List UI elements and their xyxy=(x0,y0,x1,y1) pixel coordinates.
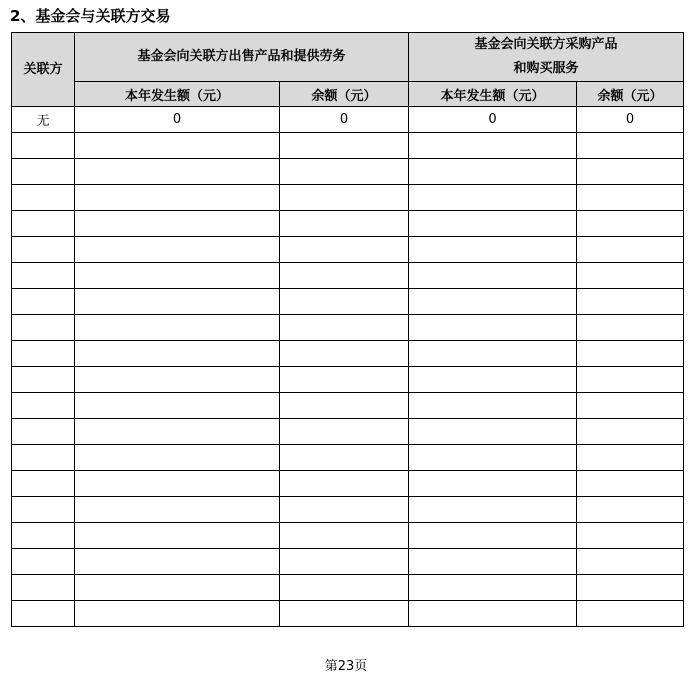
cell-related-party xyxy=(12,575,75,601)
header-row-sub xyxy=(12,82,684,107)
cell-purchase-amount xyxy=(409,367,577,393)
header-purchase-amount: 本年发生额（元） xyxy=(409,82,577,107)
cell-sales-amount xyxy=(75,549,280,575)
cell-purchase-balance: 0 xyxy=(577,107,684,133)
cell-sales-balance xyxy=(280,445,409,471)
cell-sales-balance xyxy=(280,601,409,627)
cell-sales-amount xyxy=(75,211,280,237)
cell-sales-amount xyxy=(75,341,280,367)
cell-purchase-balance xyxy=(577,133,684,159)
cell-purchase-amount xyxy=(409,237,577,263)
cell-purchase-amount xyxy=(409,315,577,341)
cell-purchase-balance xyxy=(577,393,684,419)
cell-purchase-amount xyxy=(409,133,577,159)
table-row xyxy=(12,237,684,263)
table-row xyxy=(12,445,684,471)
cell-sales-balance xyxy=(280,471,409,497)
cell-sales-balance xyxy=(280,341,409,367)
page-number: 第23页 xyxy=(324,659,368,674)
cell-purchase-amount xyxy=(409,601,577,627)
cell-purchase-amount xyxy=(409,341,577,367)
cell-related-party xyxy=(12,497,75,523)
cell-purchase-balance xyxy=(577,419,684,445)
table-row xyxy=(12,523,684,549)
cell-related-party xyxy=(12,523,75,549)
cell-sales-balance xyxy=(280,497,409,523)
cell-sales-balance xyxy=(280,549,409,575)
table-row xyxy=(12,263,684,289)
header-group-purchase-line1: 基金会向关联方采购产品 xyxy=(474,37,618,52)
cell-purchase-amount xyxy=(409,263,577,289)
cell-purchase-amount xyxy=(409,497,577,523)
cell-purchase-amount xyxy=(409,185,577,211)
cell-purchase-amount xyxy=(409,549,577,575)
cell-purchase-amount: 0 xyxy=(409,107,577,133)
cell-related-party xyxy=(12,159,75,185)
table-row xyxy=(12,315,684,341)
cell-purchase-amount xyxy=(409,211,577,237)
cell-related-party xyxy=(12,263,75,289)
cell-purchase-balance xyxy=(577,315,684,341)
cell-purchase-balance xyxy=(577,471,684,497)
cell-sales-amount xyxy=(75,497,280,523)
cell-sales-amount xyxy=(75,315,280,341)
section-title: 2、基金会与关联方交易 xyxy=(10,7,171,25)
cell-purchase-amount xyxy=(409,445,577,471)
cell-sales-amount xyxy=(75,419,280,445)
cell-sales-amount xyxy=(75,185,280,211)
table-row xyxy=(12,601,684,627)
cell-sales-balance xyxy=(280,289,409,315)
cell-purchase-balance xyxy=(577,367,684,393)
cell-sales-amount xyxy=(75,601,280,627)
table-row xyxy=(12,159,684,185)
table-row xyxy=(12,341,684,367)
header-group-purchase-line2: 和购买服务 xyxy=(513,61,579,76)
cell-related-party xyxy=(12,341,75,367)
cell-related-party: 无 xyxy=(12,107,75,133)
table-row xyxy=(12,289,684,315)
cell-sales-amount xyxy=(75,471,280,497)
cell-related-party xyxy=(12,393,75,419)
cell-sales-amount xyxy=(75,393,280,419)
cell-purchase-balance xyxy=(577,445,684,471)
cell-sales-balance xyxy=(280,133,409,159)
cell-sales-amount xyxy=(75,133,280,159)
cell-purchase-balance xyxy=(577,159,684,185)
cell-purchase-balance xyxy=(577,185,684,211)
cell-sales-amount xyxy=(75,289,280,315)
table-row xyxy=(12,575,684,601)
table-row xyxy=(12,133,684,159)
cell-sales-balance xyxy=(280,211,409,237)
cell-purchase-amount xyxy=(409,393,577,419)
cell-related-party xyxy=(12,419,75,445)
cell-related-party xyxy=(12,289,75,315)
cell-purchase-amount xyxy=(409,471,577,497)
cell-sales-balance xyxy=(280,315,409,341)
cell-related-party xyxy=(12,185,75,211)
table-row xyxy=(12,107,684,133)
cell-related-party xyxy=(12,133,75,159)
header-row-top xyxy=(12,33,684,82)
cell-purchase-amount xyxy=(409,159,577,185)
table-row xyxy=(12,471,684,497)
header-group-purchase xyxy=(409,33,684,82)
cell-purchase-balance xyxy=(577,211,684,237)
cell-sales-balance xyxy=(280,367,409,393)
cell-related-party xyxy=(12,471,75,497)
cell-purchase-amount xyxy=(409,289,577,315)
cell-related-party xyxy=(12,211,75,237)
cell-related-party xyxy=(12,601,75,627)
table-row xyxy=(12,211,684,237)
cell-sales-balance xyxy=(280,419,409,445)
cell-purchase-balance xyxy=(577,575,684,601)
header-purchase-balance: 余额（元） xyxy=(577,82,684,107)
table-row xyxy=(12,549,684,575)
table-row xyxy=(12,367,684,393)
table-row xyxy=(12,393,684,419)
cell-sales-balance xyxy=(280,159,409,185)
cell-purchase-balance xyxy=(577,341,684,367)
cell-purchase-balance xyxy=(577,601,684,627)
cell-purchase-amount xyxy=(409,523,577,549)
cell-sales-balance xyxy=(280,393,409,419)
cell-sales-amount xyxy=(75,445,280,471)
cell-purchase-amount xyxy=(409,575,577,601)
cell-purchase-balance xyxy=(577,549,684,575)
cell-sales-balance xyxy=(280,237,409,263)
cell-purchase-balance xyxy=(577,289,684,315)
header-group-sales: 基金会向关联方出售产品和提供劳务 xyxy=(75,33,409,82)
cell-purchase-balance xyxy=(577,497,684,523)
cell-related-party xyxy=(12,445,75,471)
cell-sales-amount xyxy=(75,263,280,289)
cell-related-party xyxy=(12,315,75,341)
table-row xyxy=(12,497,684,523)
header-related-party: 关联方 xyxy=(12,33,75,107)
cell-sales-amount xyxy=(75,237,280,263)
cell-purchase-balance xyxy=(577,263,684,289)
header-sales-amount: 本年发生额（元） xyxy=(75,82,280,107)
cell-sales-amount xyxy=(75,367,280,393)
cell-sales-balance xyxy=(280,575,409,601)
table-body xyxy=(12,107,684,627)
table-row xyxy=(12,185,684,211)
cell-sales-amount xyxy=(75,159,280,185)
cell-related-party xyxy=(12,549,75,575)
header-sales-balance: 余额（元） xyxy=(280,82,409,107)
cell-sales-balance xyxy=(280,523,409,549)
cell-related-party xyxy=(12,367,75,393)
cell-purchase-balance xyxy=(577,523,684,549)
cell-sales-balance xyxy=(280,185,409,211)
cell-purchase-balance xyxy=(577,237,684,263)
cell-sales-amount: 0 xyxy=(75,107,280,133)
related-party-transactions-table xyxy=(11,32,684,627)
cell-sales-amount xyxy=(75,575,280,601)
cell-purchase-amount xyxy=(409,419,577,445)
cell-related-party xyxy=(12,237,75,263)
cell-sales-amount xyxy=(75,523,280,549)
cell-sales-balance: 0 xyxy=(280,107,409,133)
table-row xyxy=(12,419,684,445)
cell-sales-balance xyxy=(280,263,409,289)
